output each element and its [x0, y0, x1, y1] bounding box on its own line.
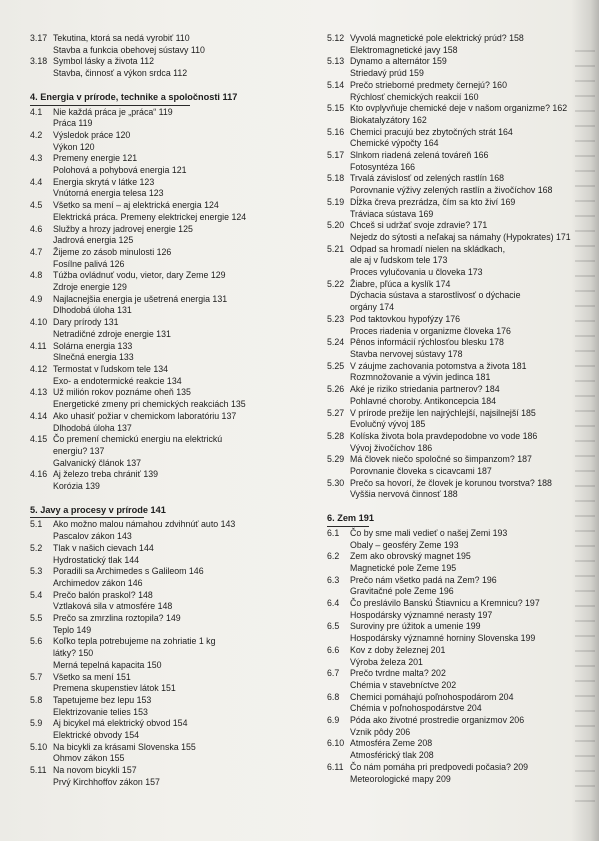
section-title: Na bicykli za krásami Slovenska 155: [53, 741, 196, 752]
section-title: Všetko sa mení 151: [53, 671, 131, 682]
section-subtitle: Porovnanie človeka s cicavcami 187: [350, 466, 492, 477]
section-subtitle: Magnetické pole Zeme 195: [350, 562, 457, 573]
section-subtitle: Energetické zmeny pri chemických reakciách 135: [53, 399, 246, 410]
section-number: 6.7: [327, 668, 340, 679]
toc-entry[interactable]: [327, 575, 593, 598]
toc-entry[interactable]: [327, 715, 593, 738]
section-title: Chceš si udržať svoje zdravie? 171: [350, 220, 488, 231]
section-number: 4.16: [30, 469, 48, 480]
section-subtitle: Chémia v poľnohospodárstve 204: [350, 703, 482, 714]
chapter-underline: [327, 526, 369, 527]
section-title: Na novom bicykli 157: [53, 765, 137, 776]
section-subtitle: Elektrická práca. Premeny elektrickej energie 124: [53, 211, 247, 222]
section-number: 6.6: [327, 644, 340, 655]
section-number: 5.2: [30, 542, 43, 553]
section-title: Dĺžka čreva prezrádza, čím sa kto živí 169: [350, 196, 516, 207]
toc-entry[interactable]: [30, 613, 320, 636]
toc-entry[interactable]: [327, 431, 593, 454]
section-title: Túžba ovládnuť vodu, vietor, dary Zeme 129: [53, 270, 226, 281]
section-number: 6.2: [327, 551, 340, 562]
section-number: 4.1: [30, 106, 43, 117]
section-number: 5.3: [30, 566, 43, 577]
chapter-heading: 4. Energia v prírode, technike a spoločnosti 117: [30, 91, 238, 102]
section-number: 5.25: [327, 360, 345, 371]
section-number: 5.1: [30, 519, 43, 530]
toc-entry[interactable]: [327, 384, 593, 407]
section-subtitle: Biokatalyzátory 162: [350, 114, 427, 125]
section-number: 5.16: [327, 126, 345, 137]
section-title: V prírode prežije len najrýchlejší, najsilnejší 185: [350, 407, 536, 418]
section-number: 5.21: [327, 243, 345, 254]
section-subtitle: Obaly – geosféry Zeme 193: [350, 539, 459, 550]
section-number: 6.3: [327, 574, 340, 585]
section-number: 6.8: [327, 691, 340, 702]
section-subtitle: Vyššia nervová činnosť 188: [350, 489, 458, 500]
section-subtitle: Proces vylučovania u človeka 173: [350, 267, 483, 278]
toc-entry[interactable]: [327, 56, 593, 79]
toc-entry[interactable]: [30, 130, 320, 153]
section-number: 5.14: [327, 79, 345, 90]
section-number: 5.28: [327, 430, 345, 441]
section-title: Všetko sa mení – aj elektrická energia 124: [53, 200, 219, 211]
section-subtitle: Vývoj živočíchov 186: [350, 442, 433, 453]
toc-entry[interactable]: [327, 173, 593, 196]
toc-entry[interactable]: [30, 107, 320, 130]
section-subtitle: Chemické výpočty 164: [350, 138, 439, 149]
section-number: 4.10: [30, 317, 48, 328]
toc-entry[interactable]: [327, 103, 593, 126]
section-subtitle: Slnečná energia 133: [53, 352, 134, 363]
section-subtitle: Elektrické obvody 154: [53, 730, 140, 741]
toc-entry[interactable]: [30, 177, 320, 200]
section-title: Slnkom riadená zelená továreň 166: [350, 150, 489, 161]
section-title: Symbol lásky a života 112: [53, 56, 155, 67]
section-title: Prečo balón praskol? 148: [53, 589, 153, 600]
chapter-heading: 5. Javy a procesy v prírode 141: [30, 504, 166, 515]
toc-entry[interactable]: [30, 224, 320, 247]
section-subtitle: Evolučný vývoj 185: [350, 419, 426, 430]
section-subtitle: Archimedov zákon 146: [53, 577, 143, 588]
section-title: Ako možno malou námahou zdvihnúť auto 143: [53, 519, 236, 530]
toc-right-column: [327, 33, 593, 785]
section-number: 4.12: [30, 363, 48, 374]
toc-entry[interactable]: [30, 742, 320, 765]
toc-entry[interactable]: [30, 636, 320, 671]
toc-entry[interactable]: [327, 762, 593, 785]
section-number: 4.8: [30, 270, 43, 281]
toc-entry[interactable]: [30, 364, 320, 387]
section-number: 5.4: [30, 589, 43, 600]
section-number: 4.3: [30, 153, 43, 164]
toc-entry[interactable]: [30, 765, 320, 788]
toc-entry[interactable]: [327, 528, 593, 551]
section-number: 5.27: [327, 407, 345, 418]
section-number: 4.14: [30, 410, 48, 421]
section-number: 6.1: [327, 527, 340, 538]
toc-entry[interactable]: [327, 244, 593, 279]
section-number: 6.4: [327, 598, 340, 609]
section-subtitle: Stavba, činnosť a výkon srdca 112: [53, 68, 188, 79]
toc-entry[interactable]: [327, 150, 593, 173]
section-title: Čo nám pomáha pri predpovedi počasia? 209: [350, 761, 529, 772]
section-subtitle: Stavba a funkcia obehovej sústavy 110: [53, 44, 205, 55]
section-title: Trvalá závislosť od zelených rastlín 168: [350, 173, 505, 184]
section-subtitle: Jadrová energia 125: [53, 235, 134, 246]
section-title: Premeny energie 121: [53, 153, 138, 164]
section-title: Aj železo treba chrániť 139: [53, 469, 159, 480]
toc-entry[interactable]: [327, 279, 593, 314]
toc-left-column: [30, 33, 320, 789]
toc-entry[interactable]: [327, 361, 593, 384]
toc-entry[interactable]: [327, 337, 593, 360]
toc-entry[interactable]: [327, 551, 593, 574]
section-title: Čo premení chemickú energiu na elektrickú: [53, 434, 223, 445]
section-subtitle: Galvanický článok 137: [53, 457, 142, 468]
toc-entry[interactable]: [30, 469, 320, 492]
section-title: Vyvolá magnetické pole elektrický prúd? 158: [350, 33, 524, 43]
section-subtitle: Vnútorná energia telesa 123: [53, 188, 164, 199]
toc-entry[interactable]: [30, 434, 320, 469]
section-subtitle: Hospodársky významné nerasty 197: [350, 609, 493, 620]
toc-entry[interactable]: [30, 411, 320, 434]
toc-entry[interactable]: [30, 56, 320, 79]
section-subtitle: Pohlavné choroby. Antikoncepcia 184: [350, 395, 497, 406]
toc-entry[interactable]: [327, 454, 593, 477]
section-subtitle: Nejedz do sýtosti a neľakaj sa námahy (Hypokrates) 171: [350, 231, 571, 242]
section-subtitle: Tráviaca sústava 169: [350, 208, 434, 219]
section-subtitle: Pascalov zákon 143: [53, 531, 132, 542]
toc-entry[interactable]: [30, 270, 320, 293]
toc-entry[interactable]: [327, 692, 593, 715]
section-subtitle: Exo- a endotermické reakcie 134: [53, 375, 182, 386]
section-number: 5.15: [327, 103, 345, 114]
section-title: Chemici pracujú bez zbytočných strát 164: [350, 126, 513, 137]
section-subtitle: Proces riadenia v organizme človeka 176: [350, 325, 511, 336]
section-number: 5.26: [327, 384, 345, 395]
toc-entry[interactable]: [30, 718, 320, 741]
chapter-underline: [30, 517, 144, 518]
section-number: 5.20: [327, 220, 345, 231]
section-number: 5.13: [327, 56, 345, 67]
section-title: Žijeme zo zásob minulosti 126: [53, 246, 172, 257]
toc-entry[interactable]: [30, 566, 320, 589]
toc-entry[interactable]: [30, 200, 320, 223]
section-number: 5.7: [30, 671, 43, 682]
section-subtitle: Atmosférický tlak 208: [350, 750, 434, 761]
toc-entry[interactable]: [327, 598, 593, 621]
section-subtitle: Rýchlosť chemických reakcií 160: [350, 91, 479, 102]
section-title: Aké je riziko striedania partnerov? 184: [350, 384, 500, 395]
section-number: 6.11: [327, 761, 344, 772]
section-title: Suroviny pre úžitok a umenie 199: [350, 621, 481, 632]
section-title: Výsledok práce 120: [53, 129, 131, 140]
section-number: 5.24: [327, 337, 345, 348]
section-title: Aj bicykel má elektrický obvod 154: [53, 718, 188, 729]
section-title: Poradili sa Archimedes s Galileom 146: [53, 566, 204, 577]
section-title: Ako uhasiť požiar v chemickom laboratóriu 137: [53, 410, 237, 421]
toc-entry[interactable]: [30, 519, 320, 542]
section-title: Kov z doby železnej 201: [350, 644, 446, 655]
section-subtitle: Ohmov zákon 155: [53, 753, 125, 764]
toc-entry[interactable]: [327, 668, 593, 691]
section-title: Kolíska života bola pravdepodobne vo vode 186: [350, 430, 538, 441]
section-subtitle: Fotosyntéza 166: [350, 161, 416, 172]
section-title: Odpad sa hromadí nielen na skládkach,: [350, 243, 506, 254]
section-title: V záujme zachovania potomstva a života 181: [350, 360, 527, 371]
section-title: Služby a hrozy jadrovej energie 125: [53, 223, 193, 234]
section-subtitle: Dýchacia sústava a starostlivosť o dýchacie: [350, 290, 521, 301]
section-subtitle: Vznik pôdy 206: [350, 726, 411, 737]
section-subtitle: Striedavý prúd 159: [350, 68, 424, 79]
toc-entry[interactable]: [30, 590, 320, 613]
section-number: 4.15: [30, 434, 48, 445]
section-number: 5.12: [327, 33, 345, 43]
section-subtitle: Práca 119: [53, 118, 93, 129]
section-number: 5.17: [327, 150, 345, 161]
toc-entry[interactable]: [30, 695, 320, 718]
section-number: 5.29: [327, 454, 345, 465]
section-title: Prečo tvrdne malta? 202: [350, 668, 446, 679]
section-title: Najlacnejšia energia je ušetrená energia 131: [53, 293, 228, 304]
section-number: 5.22: [327, 278, 345, 289]
section-number: 5.18: [327, 173, 345, 184]
section-number: 5.9: [30, 718, 43, 729]
section-subtitle: ale aj v ľudskom tele 173: [350, 255, 448, 266]
section-subtitle: Elektromagnetické javy 158: [350, 44, 458, 55]
section-subtitle: Meteorologické mapy 209: [350, 773, 451, 784]
section-number: 5.11: [30, 765, 47, 776]
section-number: 4.5: [30, 200, 43, 211]
section-title: Tlak v našich cievach 144: [53, 542, 154, 553]
section-number: 4.2: [30, 129, 43, 140]
section-subtitle: Hydrostatický tlak 144: [53, 554, 140, 565]
toc-entry[interactable]: [30, 33, 320, 56]
section-title: Žiabre, pľúca a kyslík 174: [350, 278, 451, 289]
chapter-heading: 6. Zem 191: [327, 513, 374, 524]
section-subtitle: Hospodársky významné horniny Slovenska 199: [350, 633, 536, 644]
section-number: 5.6: [30, 636, 43, 647]
toc-entry[interactable]: [30, 247, 320, 270]
section-subtitle: Výroba železa 201: [350, 656, 423, 667]
section-title: Zem ako obrovský magnet 195: [350, 551, 471, 562]
section-subtitle: Elektrizovanie telies 153: [53, 706, 148, 717]
chapter-underline: [30, 105, 190, 106]
section-subtitle: látky? 150: [53, 648, 94, 659]
section-number: 4.7: [30, 246, 43, 257]
section-title: Už milión rokov poznáme oheň 135: [53, 387, 191, 398]
section-title: Čo by sme mali vedieť o našej Zemi 193: [350, 527, 508, 538]
spine-shadow: [571, 0, 599, 841]
section-subtitle: Fosílne palivá 126: [53, 258, 125, 269]
section-subtitle: Premena skupenstiev látok 151: [53, 683, 176, 694]
section-title: Kto ovplyvňuje chemické deje v našom organizme? 162: [350, 103, 568, 114]
section-subtitle: Porovnanie výživy zelených rastlín a živočíchov 168: [350, 185, 553, 196]
section-subtitle: Prvý Kirchhoffov zákon 157: [53, 776, 160, 787]
section-title: Solárna energia 133: [53, 340, 133, 351]
section-title: Prečo sa hovorí, že človek je korunou tvorstva? 188: [350, 477, 552, 488]
toc-entry[interactable]: [327, 197, 593, 220]
section-subtitle: Chémia v stavebníctve 202: [350, 679, 457, 690]
section-subtitle: Netradičné zdroje energie 131: [53, 328, 171, 339]
section-subtitle: Vztlaková sila v atmosfére 148: [53, 601, 173, 612]
section-subtitle: Dlhodobá úloha 131: [53, 305, 132, 316]
section-title: Chemici pomáhajú poľnohospodárom 204: [350, 691, 514, 702]
section-number: 5.30: [327, 477, 345, 488]
section-subtitle: energiu? 137: [53, 445, 105, 456]
section-title: Póda ako životné prostredie organizmov 206: [350, 715, 525, 726]
section-number: 3.18: [30, 56, 48, 67]
section-number: 4.11: [30, 340, 47, 351]
section-subtitle: Teplo 149: [53, 624, 92, 635]
section-subtitle: Gravitačné pole Zeme 196: [350, 586, 454, 597]
toc-entry[interactable]: [30, 387, 320, 410]
section-subtitle: Dlhodobá úloha 137: [53, 422, 132, 433]
section-subtitle: Zdroje energie 129: [53, 282, 127, 293]
toc-entry[interactable]: [327, 478, 593, 501]
section-subtitle: Korózia 139: [53, 481, 100, 492]
section-title: Pod taktovkou hypofýzy 176: [350, 313, 461, 324]
toc-entry[interactable]: [30, 341, 320, 364]
toc-entry[interactable]: [30, 294, 320, 317]
toc-entry[interactable]: [327, 738, 593, 761]
toc-entry[interactable]: [30, 317, 320, 340]
section-number: 3.17: [30, 33, 48, 43]
section-number: 5.10: [30, 741, 48, 752]
section-subtitle: orgány 174: [350, 302, 395, 313]
toc-entry[interactable]: [327, 314, 593, 337]
section-title: Tekutina, ktorá sa nedá vyrobiť 110: [53, 33, 190, 43]
section-number: 5.5: [30, 613, 43, 624]
toc-entry[interactable]: [327, 80, 593, 103]
section-title: Koľko tepla potrebujeme na zohriatie 1 kg: [53, 636, 216, 647]
toc-entry[interactable]: [327, 127, 593, 150]
section-title: Tapetujeme bez lepu 153: [53, 694, 152, 705]
section-title: Má človek niečo spoločné so šimpanzom? 187: [350, 454, 532, 465]
toc-entry[interactable]: [327, 621, 593, 644]
section-title: Dary prírody 131: [53, 317, 119, 328]
section-title: Energia skrytá v látke 123: [53, 176, 155, 187]
section-title: Atmosféra Zeme 208: [350, 738, 433, 749]
section-title: Nie každá práca je „práca“ 119: [53, 106, 173, 117]
section-number: 5.23: [327, 313, 345, 324]
section-title: Čo preslávilo Banskú Štiavnicu a Kremnicu? 197: [350, 598, 540, 609]
section-number: 4.9: [30, 293, 43, 304]
section-subtitle: Rozmnožovanie a vývin jedinca 181: [350, 372, 491, 383]
toc-entry[interactable]: [30, 543, 320, 566]
section-number: 4.4: [30, 176, 43, 187]
section-number: 5.8: [30, 694, 43, 705]
section-number: 6.10: [327, 738, 345, 749]
section-title: Dynamo a alternátor 159: [350, 56, 447, 67]
section-title: Prečo sa zmrzlina roztopila? 149: [53, 613, 181, 624]
section-title: Pênos informácií rýchlosťou blesku 178: [350, 337, 504, 348]
toc-entry[interactable]: [327, 220, 593, 243]
section-subtitle: Výkon 120: [53, 141, 95, 152]
section-number: 6.9: [327, 715, 340, 726]
section-number: 6.5: [327, 621, 340, 632]
section-title: Prečo nám všetko padá na Zem? 196: [350, 574, 497, 585]
toc-entry[interactable]: [30, 672, 320, 695]
section-number: 5.19: [327, 196, 345, 207]
section-subtitle: Stavba nervovej sústavy 178: [350, 348, 463, 359]
section-title: Prečo strieborné predmety černejú? 160: [350, 79, 507, 90]
section-number: 4.13: [30, 387, 48, 398]
section-title: Termostat v ľudskom tele 134: [53, 363, 169, 374]
toc-entry[interactable]: [327, 33, 593, 56]
section-subtitle: Polohová a pohybová energia 121: [53, 165, 187, 176]
section-number: 4.6: [30, 223, 43, 234]
section-subtitle: Merná tepelná kapacita 150: [53, 659, 162, 670]
toc-entry[interactable]: [30, 153, 320, 176]
toc-entry[interactable]: [327, 645, 593, 668]
toc-entry[interactable]: [327, 408, 593, 431]
